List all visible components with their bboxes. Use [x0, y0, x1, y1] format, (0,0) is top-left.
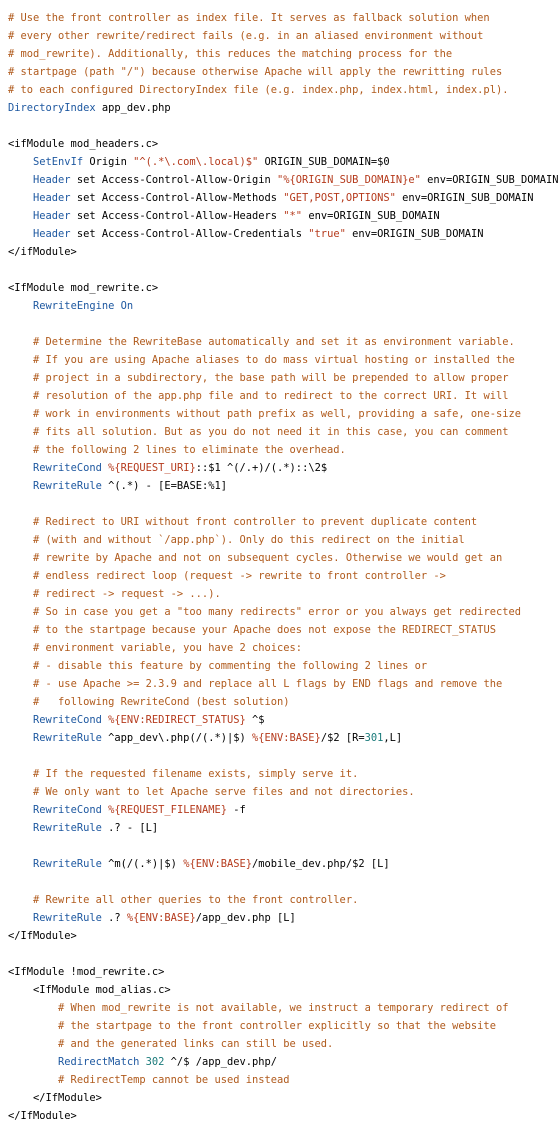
code-line	[8, 1017, 544, 1035]
comment-token: # the following 2 lines to eliminate the overhead.	[33, 444, 346, 456]
code-line	[8, 909, 544, 927]
code-line	[8, 819, 544, 837]
text-token	[8, 1020, 58, 1032]
text-token	[8, 408, 33, 420]
text-token: ::$1 ^(/.+)/(.*)::\2$	[195, 462, 328, 474]
comment-token: # redirect -> request -> ...).	[33, 588, 221, 600]
comment-token: # endless redirect loop (request -> rewrite to front controller ->	[33, 570, 446, 582]
comment-token: # If you are using Apache aliases to do mass virtual hosting or installed the	[33, 354, 515, 366]
text-token: set Access-Control-Allow-Methods	[70, 192, 284, 204]
code-line	[8, 891, 544, 909]
code-line	[8, 189, 544, 207]
code-line	[8, 567, 544, 585]
text-token	[8, 372, 33, 384]
code-line	[8, 603, 544, 621]
code-line	[8, 675, 544, 693]
keyword-token: RewriteRule	[33, 732, 102, 744]
text-token	[8, 480, 33, 492]
comment-token: # Determine the RewriteBase automatically and set it as environment variable.	[33, 336, 515, 348]
code-line	[8, 1035, 544, 1053]
text-token: ^/$ /app_dev.php/	[164, 1056, 278, 1068]
text-token: ,L]	[383, 732, 403, 744]
code-line	[8, 9, 544, 27]
text-token	[8, 642, 33, 654]
code-line	[8, 765, 544, 783]
comment-token: # to each configured DirectoryIndex file (e.g. index.php, index.html, index.pl).	[8, 84, 509, 96]
text-token: ^(.*) - [E=BASE:%1]	[101, 480, 227, 492]
keyword-token: RewriteEngine	[33, 300, 115, 312]
text-token: Origin	[83, 156, 134, 168]
string-token: "true"	[308, 228, 346, 240]
code-line	[8, 207, 544, 225]
string-token: %{REQUEST_FILENAME}	[108, 804, 227, 816]
code-line	[8, 855, 544, 873]
text-token: <IfModule !mod_rewrite.c>	[8, 966, 165, 978]
text-token	[8, 390, 33, 402]
code-line	[8, 117, 544, 135]
text-token: set Access-Control-Allow-Credentials	[70, 228, 309, 240]
text-token	[8, 912, 33, 924]
code-line	[8, 441, 544, 459]
code-line	[8, 657, 544, 675]
string-token: %{ENV:BASE}	[252, 732, 321, 744]
string-token: %{ENV:REDIRECT_STATUS}	[108, 714, 246, 726]
comment-token: # (with and without `/app.php`). Only do this redirect on the initial	[33, 534, 465, 546]
code-line	[8, 45, 544, 63]
text-token	[8, 570, 33, 582]
code-line	[8, 243, 544, 261]
comment-token: # environment variable, you have 2 choices:	[33, 642, 303, 654]
code-line	[8, 135, 544, 153]
text-token: </ifModule>	[8, 246, 77, 258]
text-token	[8, 606, 33, 618]
keyword-token: Header	[33, 174, 71, 186]
text-token	[8, 894, 33, 906]
text-token: env=ORIGIN_SUB_DOMAIN	[420, 174, 559, 186]
code-line	[8, 333, 544, 351]
string-token: "GET,POST,OPTIONS"	[283, 192, 396, 204]
code-line	[8, 693, 544, 711]
comment-token: # - disable this feature by commenting the following 2 lines or	[33, 660, 428, 672]
code-line	[8, 27, 544, 45]
code-line	[8, 1053, 544, 1071]
text-token: ^m(/(.*)|$)	[101, 858, 184, 870]
text-token	[8, 534, 33, 546]
text-token	[8, 804, 33, 816]
code-line	[8, 747, 544, 765]
text-token: <ifModule mod_headers.c>	[8, 138, 159, 150]
comment-token: # and the generated links can still be used.	[58, 1038, 334, 1050]
code-line	[8, 369, 544, 387]
text-token: </IfModule>	[8, 1092, 102, 1104]
number-token: 302	[145, 1056, 165, 1068]
code-line	[8, 621, 544, 639]
code-line	[8, 405, 544, 423]
keyword-token: DirectoryIndex	[8, 102, 96, 114]
code-line	[8, 873, 544, 891]
text-token	[8, 678, 33, 690]
text-token: /$2 [R=	[320, 732, 365, 744]
keyword-token: Header	[33, 210, 71, 222]
comment-token: # project in a subdirectory, the base path will be prepended to allow proper	[33, 372, 509, 384]
text-token	[8, 624, 33, 636]
code-line	[8, 171, 559, 189]
text-token	[8, 1074, 58, 1086]
code-line	[8, 711, 544, 729]
code-line	[8, 297, 544, 315]
htaccess-code-view	[8, 9, 559, 1125]
code-line	[8, 783, 544, 801]
text-token: /app_dev.php [L]	[195, 912, 296, 924]
text-token: -f	[226, 804, 246, 816]
code-line	[8, 1089, 544, 1107]
keyword-token: On	[120, 300, 134, 312]
string-token: "*"	[283, 210, 303, 222]
text-token: ^$	[245, 714, 265, 726]
string-token: "^(.*\.com\.local)$"	[133, 156, 259, 168]
text-token	[8, 768, 33, 780]
text-token	[8, 858, 33, 870]
text-token	[8, 822, 33, 834]
comment-token: # the startpage to the front controller explicitly so that the website	[58, 1020, 496, 1032]
keyword-token: Header	[33, 228, 71, 240]
comment-token: # Use the front controller as index file. It serves as fallback solution when	[8, 12, 490, 24]
keyword-token: RedirectMatch	[58, 1056, 140, 1068]
code-line	[8, 549, 544, 567]
text-token	[8, 1056, 58, 1068]
string-token: %{REQUEST_URI}	[108, 462, 196, 474]
code-line	[8, 945, 544, 963]
keyword-token: SetEnvIf	[33, 156, 84, 168]
text-token: app_dev.php	[95, 102, 171, 114]
comment-token: # If the requested filename exists, simply serve it.	[33, 768, 359, 780]
code-line	[8, 729, 544, 747]
text-token: <IfModule mod_alias.c>	[8, 984, 171, 996]
keyword-token: RewriteRule	[33, 858, 102, 870]
text-token	[8, 354, 33, 366]
text-token	[8, 228, 33, 240]
keyword-token: RewriteRule	[33, 912, 102, 924]
code-line	[8, 477, 544, 495]
code-line	[8, 999, 544, 1017]
text-token	[8, 1038, 58, 1050]
code-line	[8, 387, 544, 405]
comment-token: # resolution of the app.php file and to redirect to the correct URI. It will	[33, 390, 509, 402]
text-token	[8, 786, 33, 798]
code-line	[8, 837, 544, 855]
keyword-token: RewriteRule	[33, 822, 102, 834]
comment-token: # Redirect to URI without front controller to prevent duplicate content	[33, 516, 478, 528]
code-line	[8, 585, 544, 603]
code-line	[8, 1071, 544, 1089]
text-token: <IfModule mod_rewrite.c>	[8, 282, 159, 294]
text-token: .?	[101, 912, 127, 924]
code-line	[8, 513, 544, 531]
text-token	[8, 444, 33, 456]
text-token: env=ORIGIN_SUB_DOMAIN	[345, 228, 484, 240]
comment-token: # following RewriteCond (best solution)	[33, 696, 290, 708]
code-line	[8, 531, 544, 549]
text-token	[8, 660, 33, 672]
code-line	[8, 801, 544, 819]
text-token	[8, 336, 33, 348]
text-token: </IfModule>	[8, 1110, 77, 1122]
code-line	[8, 495, 544, 513]
comment-token: # When mod_rewrite is not available, we instruct a temporary redirect of	[58, 1002, 509, 1014]
string-token: %{ENV:BASE}	[183, 858, 253, 870]
keyword-token: RewriteCond	[33, 714, 102, 726]
text-token: ^app_dev\.php(/(.*)|$)	[101, 732, 252, 744]
comment-token: # fits all solution. But as you do not need it in this case, you can comment	[33, 426, 509, 438]
text-token	[8, 210, 33, 222]
keyword-token: RewriteRule	[33, 480, 102, 492]
text-token	[8, 174, 33, 186]
text-token: ORIGIN_SUB_DOMAIN=$0	[258, 156, 390, 168]
code-line	[8, 153, 544, 171]
comment-token: # startpage (path "/") because otherwise Apache will apply the rewritting rules	[8, 66, 503, 78]
code-line	[8, 81, 544, 99]
comment-token: # RedirectTemp cannot be used instead	[58, 1074, 290, 1086]
comment-token: # work in environments without path prefix as well, providing a safe, one-size	[33, 408, 521, 420]
text-token: env=ORIGIN_SUB_DOMAIN	[395, 192, 534, 204]
comment-token: # So in case you get a "too many redirects" error or you always get redirected	[33, 606, 521, 618]
code-line	[8, 459, 544, 477]
code-line	[8, 639, 544, 657]
text-token: set Access-Control-Allow-Origin	[70, 174, 278, 186]
text-token	[8, 462, 33, 474]
text-token: </IfModule>	[8, 930, 77, 942]
code-line	[8, 423, 544, 441]
code-line	[8, 261, 544, 279]
text-token: set Access-Control-Allow-Headers	[70, 210, 284, 222]
code-line	[8, 279, 544, 297]
code-line	[8, 315, 544, 333]
code-line	[8, 225, 544, 243]
text-token	[8, 552, 33, 564]
text-token	[8, 732, 33, 744]
text-token: .? - [L]	[101, 822, 159, 834]
text-token: /mobile_dev.php/$2 [L]	[252, 858, 390, 870]
code-line	[8, 927, 544, 945]
string-token: %{ENV:BASE}	[126, 912, 196, 924]
keyword-token: Header	[33, 192, 71, 204]
comment-token: # mod_rewrite). Additionally, this reduces the matching process for the	[8, 48, 453, 60]
code-line	[8, 981, 544, 999]
text-token	[8, 426, 33, 438]
text-token	[8, 588, 33, 600]
text-token	[8, 192, 33, 204]
keyword-token: RewriteCond	[33, 804, 102, 816]
string-token: "%{ORIGIN_SUB_DOMAIN}e"	[277, 174, 421, 186]
code-line	[8, 963, 544, 981]
comment-token: # - use Apache >= 2.3.9 and replace all L flags by END flags and remove the	[33, 678, 503, 690]
text-token	[8, 300, 33, 312]
comment-token: # rewrite by Apache and not on subsequent cycles. Otherwise we would get an	[33, 552, 503, 564]
text-token: env=ORIGIN_SUB_DOMAIN	[302, 210, 440, 222]
number-token: 301	[364, 732, 384, 744]
code-line	[8, 99, 544, 117]
text-token	[8, 714, 33, 726]
comment-token: # to the startpage because your Apache does not expose the REDIRECT_STATUS	[33, 624, 496, 636]
text-token	[8, 516, 33, 528]
comment-token: # every other rewrite/redirect fails (e.g. in an aliased environment without	[8, 30, 484, 42]
keyword-token: RewriteCond	[33, 462, 102, 474]
text-token	[8, 1002, 58, 1014]
code-line	[8, 1107, 544, 1125]
comment-token: # We only want to let Apache serve files and not directories.	[33, 786, 415, 798]
comment-token: # Rewrite all other queries to the front controller.	[33, 894, 359, 906]
text-token	[8, 156, 33, 168]
text-token	[8, 696, 33, 708]
code-line	[8, 63, 544, 81]
code-line	[8, 351, 544, 369]
